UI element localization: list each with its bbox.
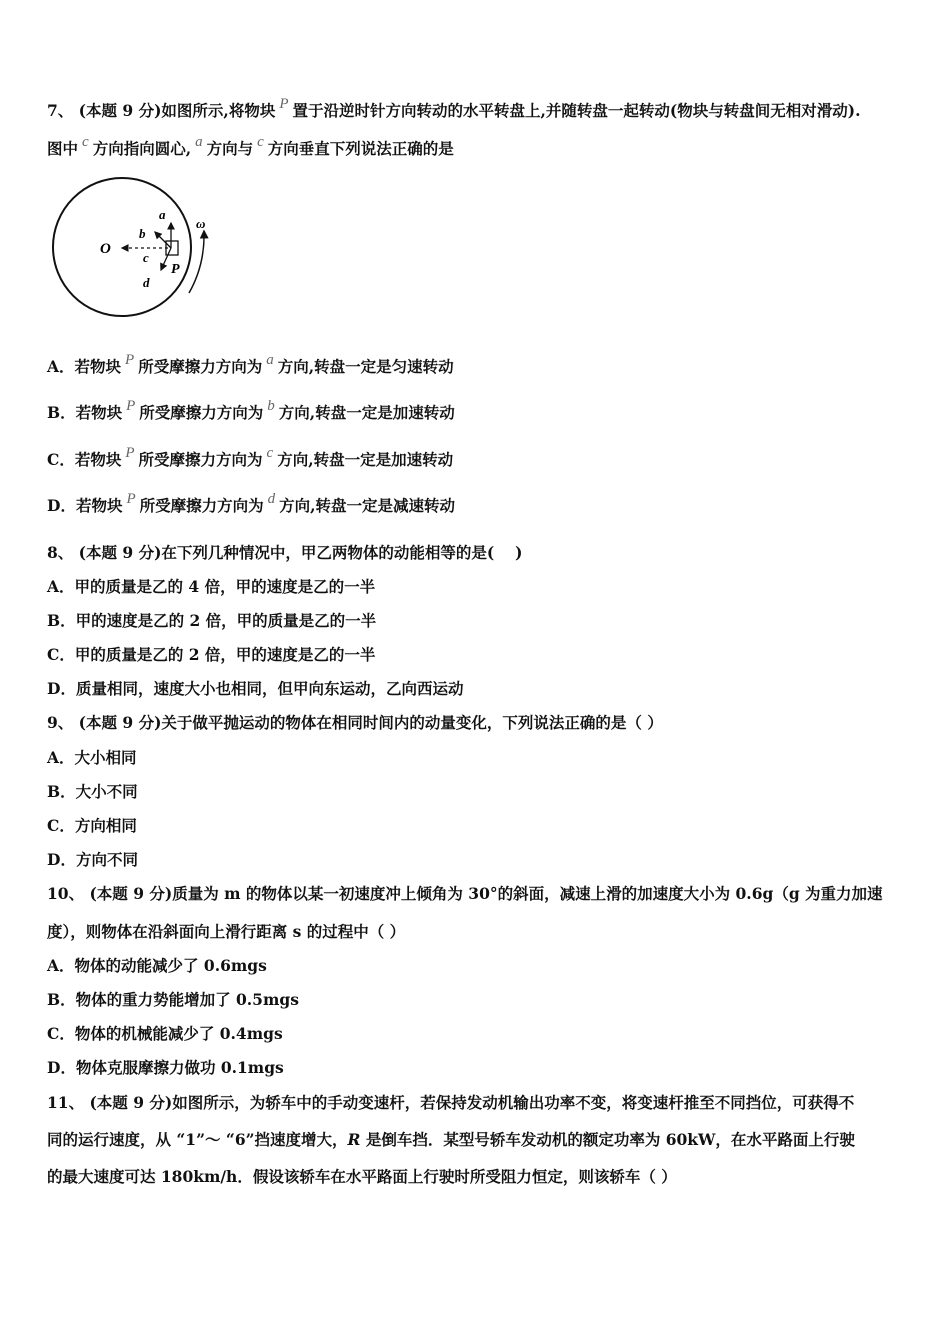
q7-stem-line1: 7、 (本题 9 分)如图所示,将物块 P 置于沿逆时针方向转动的水平转盘上,并随转盘一起转动(物块与转盘间无相对滑动). xyxy=(47,96,861,120)
label-p: P xyxy=(171,262,180,277)
q8-option-c: C．甲的质量是乙的 2 倍，甲的速度是乙的一半 xyxy=(47,645,376,664)
q9-stem: 9、 (本题 9 分)关于做平抛运动的物体在相同时间内的动量变化，下列说法正确的是（ ） xyxy=(47,713,663,732)
var-c: c xyxy=(82,134,89,150)
q9-option-b: B．大小不同 xyxy=(47,782,138,801)
q8-option-b: B．甲的速度是乙的 2 倍，甲的质量是乙的一半 xyxy=(47,611,377,630)
label-a: a xyxy=(159,207,166,222)
q7-option-b: B．若物块 P 所受摩擦力方向为 b 方向,转盘一定是加速转动 xyxy=(47,398,455,422)
q10-option-c: C．物体的机械能减少了 0.4mgs xyxy=(47,1024,283,1043)
q7-option-c: C．若物块 P 所受摩擦力方向为 c 方向,转盘一定是加速转动 xyxy=(47,445,454,469)
q10-option-d: D．物体克服摩擦力做功 0.1mgs xyxy=(47,1058,284,1077)
q7-option-a: A．若物块 P 所受摩擦力方向为 a 方向,转盘一定是匀速转动 xyxy=(47,352,454,376)
label-d: d xyxy=(143,275,150,290)
var-p: P xyxy=(279,96,289,112)
var-a: a xyxy=(195,134,203,150)
q8-option-a: A．甲的质量是乙的 4 倍，甲的速度是乙的一半 xyxy=(47,577,376,596)
turntable-figure xyxy=(47,175,227,325)
q7-stem-line2: 图中 c 方向指向圆心, a 方向与 c 方向垂直下列说法正确的是 xyxy=(47,134,454,158)
q9-option-a: A．大小相同 xyxy=(47,748,137,767)
label-c: c xyxy=(143,250,149,265)
q10-option-a: A．物体的动能减少了 0.6mgs xyxy=(47,956,267,975)
label-omega: ω xyxy=(196,216,206,231)
q11-stem-line3: 的最大速度可达 180km/h．假设该轿车在水平路面上行驶时所受阻力恒定，则该轿车（ ） xyxy=(47,1167,677,1186)
arrow-b xyxy=(155,232,171,248)
q10-stem-line2: 度），则物体在沿斜面向上滑行距离 s 的过程中（ ） xyxy=(47,922,406,941)
var-c-2: c xyxy=(257,134,264,150)
label-o: O xyxy=(100,241,111,257)
q9-option-d: D．方向不同 xyxy=(47,850,138,869)
q10-option-b: B．物体的重力势能增加了 0.5mgs xyxy=(47,990,299,1009)
q10-stem-line1: 10、 (本题 9 分)质量为 m 的物体以某一初速度冲上倾角为 30°的斜面，减速上滑的加速度大小为 0.6g（g 为重力加速 xyxy=(47,884,883,903)
q9-option-c: C．方向相同 xyxy=(47,816,137,835)
q7-option-d: D．若物块 P 所受摩擦力方向为 d 方向,转盘一定是减速转动 xyxy=(47,491,456,515)
q11-stem-line2: 同的运行速度，从 “1”～ “6”挡速度增大，R 是倒车挡．某型号轿车发动机的额定功率为 60kW，在水平路面上行驶 xyxy=(47,1130,855,1149)
q8-option-d: D．质量相同，速度大小也相同，但甲向东运动，乙向西运动 xyxy=(47,679,464,698)
q8-stem: 8、 (本题 9 分)在下列几种情况中，甲乙两物体的动能相等的是( ) xyxy=(47,543,523,562)
q11-stem-line1: 11、 (本题 9 分)如图所示，为轿车中的手动变速杆，若保持发动机输出功率不变，将变速杆推至不同挡位，可获得不 xyxy=(47,1093,855,1112)
var-r: R xyxy=(347,1130,361,1149)
label-b: b xyxy=(139,226,146,241)
